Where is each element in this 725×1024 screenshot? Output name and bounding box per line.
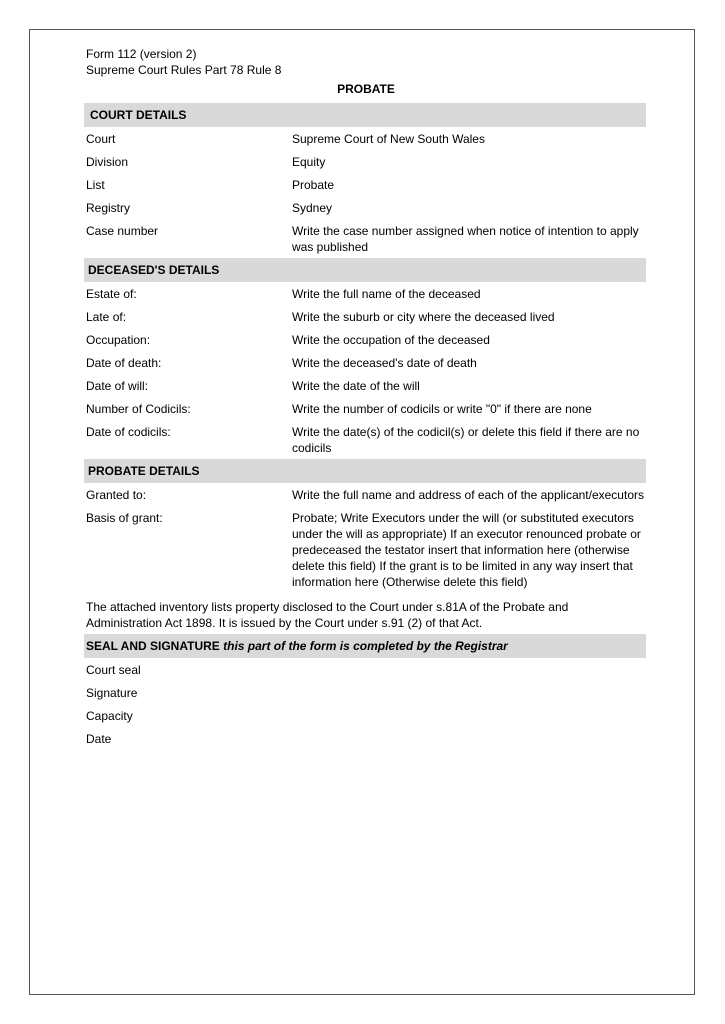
court-details-heading: COURT DETAILS [84, 103, 646, 127]
division-value: Equity [292, 155, 326, 169]
registry-row [86, 196, 646, 219]
basis-of-grant-value: Probate; Write Executors under the will (or substituted executors under the will as appropriate) If an executor renounced probate or predeceased the testator insert that information here (otherwise delete this field) If the grant is to be limited in any way insert that information here (Otherwise delete this field) [292, 511, 641, 589]
document-title: PROBATE [337, 82, 395, 96]
court-label: Court [86, 132, 116, 146]
basis-of-grant-label: Basis of grant: [86, 511, 163, 525]
basis-of-grant-row [86, 506, 646, 593]
deceased-details-heading: DECEASED'S DETAILS [84, 258, 646, 282]
list-value: Probate [292, 178, 335, 192]
occupation-row [86, 328, 646, 351]
registry-label: Registry [86, 201, 131, 215]
list-row [86, 173, 646, 196]
date-of-will-value: Write the date of the will [292, 379, 420, 393]
probate-details-heading: PROBATE DETAILS [84, 459, 646, 483]
seal-signature-heading [84, 634, 646, 658]
seal-heading-text: SEAL AND SIGNATURE [86, 639, 224, 653]
date-of-will-label: Date of will: [86, 379, 149, 393]
granted-to-value: Write the full name and address of each of the applicant/executors [292, 488, 644, 502]
date-of-death-value: Write the deceased's date of death [292, 356, 477, 370]
estate-row [86, 282, 646, 305]
granted-to-row [86, 483, 646, 506]
case-number-row [86, 219, 646, 258]
registry-value: Sydney [292, 201, 333, 215]
occupation-label: Occupation: [86, 333, 151, 347]
division-row [86, 150, 646, 173]
date-of-death-row [86, 351, 646, 374]
rule-reference: Supreme Court Rules Part 78 Rule 8 [86, 63, 282, 77]
late-of-row [86, 305, 646, 328]
number-of-codicils-label: Number of Codicils: [86, 402, 191, 416]
date-of-death-label: Date of death: [86, 356, 162, 370]
division-label: Division [86, 155, 129, 169]
form-number: Form 112 (version 2) [86, 47, 197, 61]
capacity-row: Capacity [86, 709, 133, 723]
court-row [86, 127, 646, 150]
case-number-value: Write the case number assigned when notice of intention to apply was published [292, 224, 639, 254]
late-of-value: Write the suburb or city where the deceased lived [292, 310, 555, 324]
date-of-will-row [86, 374, 646, 397]
granted-to-label: Granted to: [86, 488, 147, 502]
date-of-codicils-row [86, 420, 646, 459]
number-of-codicils-value: Write the number of codicils or write "0" if there are none [292, 402, 592, 416]
estate-value: Write the full name of the deceased [292, 287, 481, 301]
late-of-label: Late of: [86, 310, 127, 324]
occupation-value: Write the occupation of the deceased [292, 333, 490, 347]
case-number-label: Case number [86, 224, 159, 238]
court-seal-row: Court seal [86, 663, 141, 677]
seal-heading-note: this part of the form is completed by the Registrar [223, 639, 508, 653]
inventory-note: The attached inventory lists property disclosed to the Court under s.81A of the Probate and Administration Act 1898. It is issued by the Court under s.91 (2) of that Act. [86, 600, 569, 630]
signature-row: Signature [86, 686, 138, 700]
list-label: List [86, 178, 105, 192]
date-of-codicils-label: Date of codicils: [86, 425, 171, 439]
court-value: Supreme Court of New South Wales [292, 132, 485, 146]
form-content [86, 46, 646, 750]
estate-label: Estate of: [86, 287, 137, 301]
date-of-codicils-value: Write the date(s) of the codicil(s) or delete this field if there are no codicils [292, 425, 640, 455]
date-row: Date [86, 732, 112, 746]
number-of-codicils-row [86, 397, 646, 420]
